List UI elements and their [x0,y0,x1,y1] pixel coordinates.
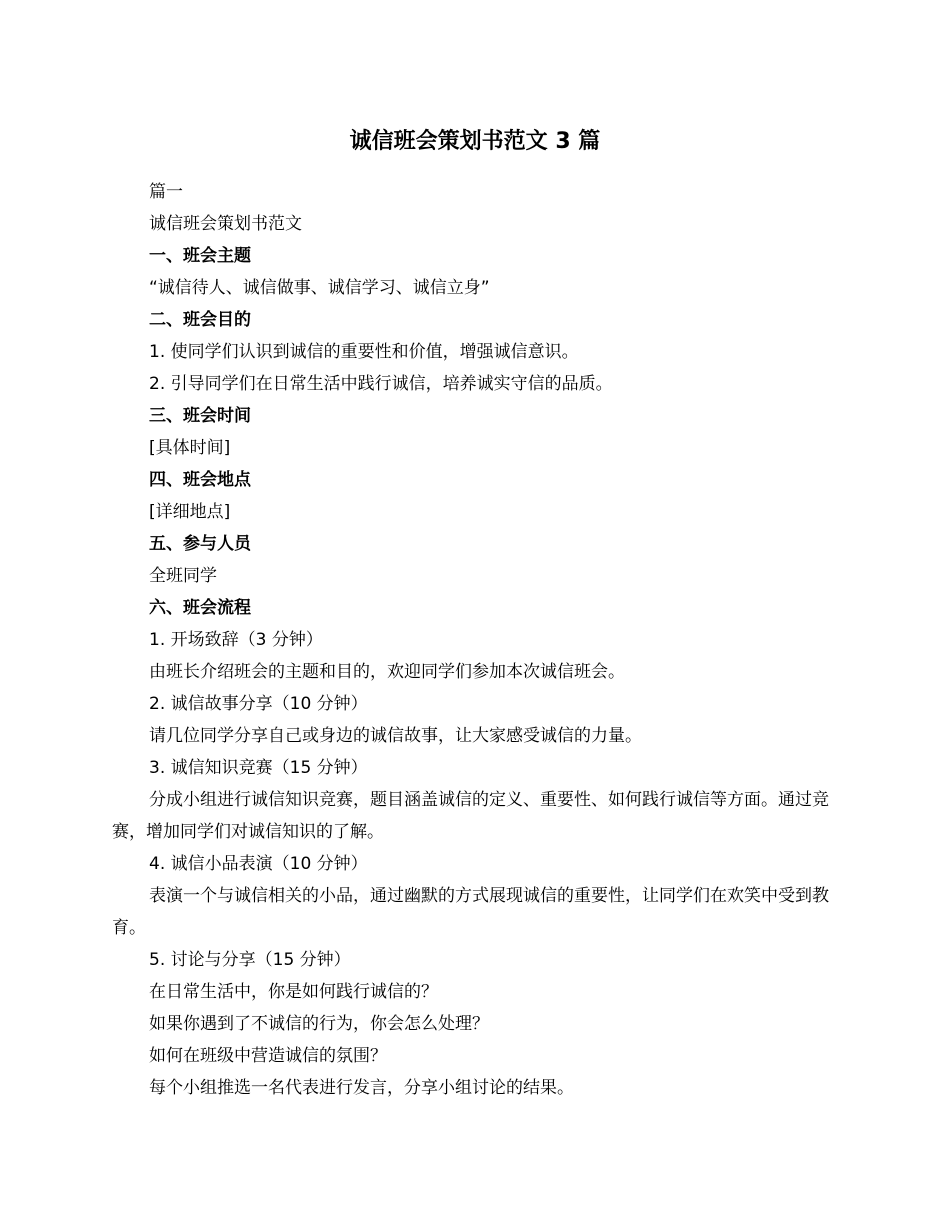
document-title: 诚信班会策划书范文 3 篇 [349,129,601,154]
section-label: 篇一 [149,182,183,202]
theme-text: “诚信待人、诚信做事、诚信学习、诚信立身” [149,278,490,298]
process-step-2-text: 请几位同学分享自己或身边的诚信故事，让大家感受诚信的力量。 [149,726,642,746]
heading-location: 四、班会地点 [149,470,251,490]
discussion-summary: 每个小组推选一名代表进行发言，分享小组讨论的结果。 [149,1078,574,1098]
purpose-item-2: 2. 引导同学们在日常生活中践行诚信，培养诚实守信的品质。 [149,374,613,394]
heading-participants: 五、参与人员 [149,534,251,554]
process-step-2-title: 2. 诚信故事分享（10 分钟） [149,694,368,714]
process-step-1-text: 由班长介绍班会的主题和目的，欢迎同学们参加本次诚信班会。 [149,662,625,682]
process-step-4-text: 表演一个与诚信相关的小品，通过幽默的方式展现诚信的重要性，让同学们在欢笑中受到教育。 [112,886,829,938]
time-text: [具体时间] [149,438,231,458]
location-text: [详细地点] [149,502,231,522]
discussion-question-2: 如果你遇到了不诚信的行为，你会怎么处理？ [149,1014,489,1034]
participants-text: 全班同学 [149,566,217,586]
heading-process: 六、班会流程 [149,598,251,618]
heading-time: 三、班会时间 [149,406,251,426]
process-step-5-title: 5. 讨论与分享（15 分钟） [149,950,351,970]
subtitle-line: 诚信班会策划书范文 [149,214,302,234]
process-step-3-title: 3. 诚信知识竞赛（15 分钟） [149,758,368,778]
document-body [112,176,842,1104]
process-step-3-text: 分成小组进行诚信知识竞赛，题目涵盖诚信的定义、重要性、如何践行诚信等方面。通过竞赛，增加同学们对诚信知识的了解。 [112,790,829,842]
heading-theme: 一、班会主题 [149,246,251,266]
discussion-question-3: 如何在班级中营造诚信的氛围？ [149,1046,387,1066]
process-step-4-title: 4. 诚信小品表演（10 分钟） [149,854,368,874]
discussion-question-1: 在日常生活中，你是如何践行诚信的？ [149,982,438,1002]
purpose-item-1: 1. 使同学们认识到诚信的重要性和价值，增强诚信意识。 [149,342,579,362]
process-step-1-title: 1. 开场致辞（3 分钟） [149,630,323,650]
heading-purpose: 二、班会目的 [149,310,251,330]
